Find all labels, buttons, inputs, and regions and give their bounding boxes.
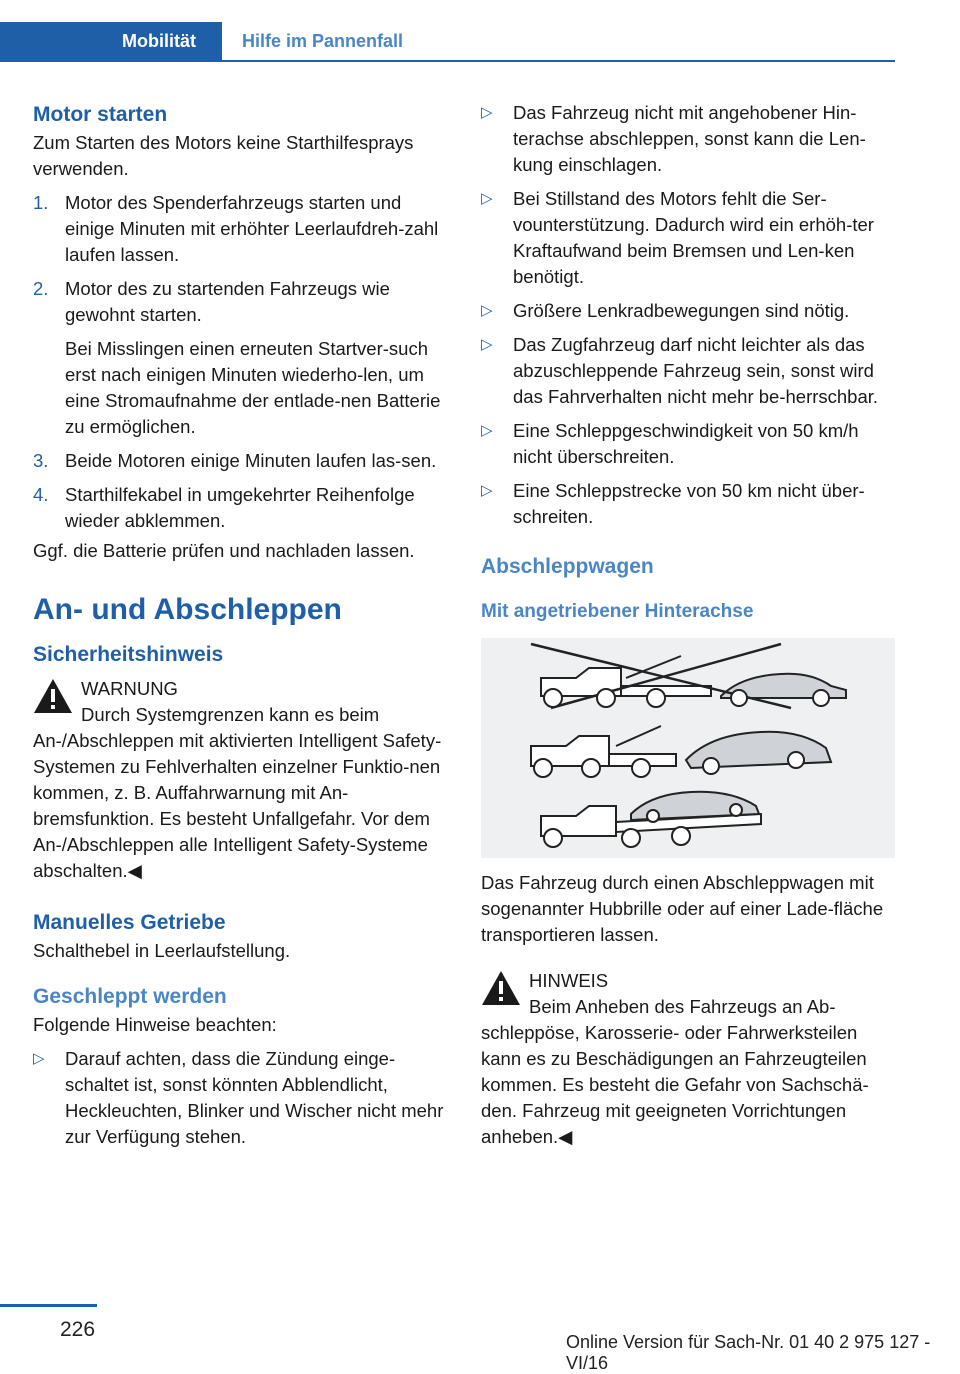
tow-truck-heading: Abschleppwagen [481, 555, 654, 578]
list-item [33, 1046, 448, 1150]
rear-axle-heading: Mit angetriebener Hinterachse [481, 601, 754, 622]
header-divider [222, 60, 895, 62]
bullet-triangle-icon: ▷ [481, 302, 493, 319]
right-column [481, 100, 896, 1150]
warning-text [33, 702, 448, 884]
bullet-text: Bei Stillstand des Motors fehlt die Ser-vounterstützung. Dadurch wird ein erhöh-ter Kraftaufwand beim Bremsen und Len-ken benötigt. [513, 188, 874, 287]
bullet-text: Darauf achten, dass die Zündung einge-schaltet ist, sonst könnten Abblendlicht, Heckleuchten, Blinker und Wischer nicht mehr zur Verfügung stehen. [65, 1048, 444, 1147]
step-text: Motor des Spenderfahrzeugs starten und einige Minuten mit erhöhter Leerlaufdreh-zahl laufen lassen. [65, 192, 439, 265]
tab-hilfe-im-pannenfall[interactable]: Hilfe im Pannenfall [242, 31, 404, 51]
step-number: 4. [33, 484, 49, 505]
online-version: Online Version für Sach-Nr. 01 40 2 975 127 - VI/16 [566, 1332, 931, 1373]
warning-text-body: Durch Systemgrenzen kann es beim An-/Abschleppen mit aktivierten Intelligent Safety-Systemen zu Fehlverhalten einzelner Funktio-nen kommen, z. B. Auffahrwarnung mit An-bremsfunktion. Es besteht Unfallgefahr. Vor dem An-/Abschleppen alle Intelligent Safety-Systeme abschalten.◀ [33, 704, 442, 881]
towing-methods-image [481, 638, 895, 858]
bullet-triangle-icon: ▷ [33, 1050, 45, 1067]
list-item [481, 332, 896, 410]
bullet-triangle-icon: ▷ [481, 422, 493, 439]
page-number: 226 [60, 1318, 96, 1341]
note-label: HINWEIS [529, 970, 609, 991]
list-item [33, 190, 448, 268]
list-item [481, 478, 896, 530]
list-item [481, 418, 896, 470]
note-text-body: Beim Anheben des Fahrzeugs an Ab-schleppöse, Karosserie- oder Fahrwerksteilen kann es zu Beschädigungen an Fahrzeugteilen kommen. Es besteht die Gefahr von Sachschä-den. Fahrzeug mit geeigneten Vorrichtungen anheben.◀ [481, 996, 869, 1147]
step-number: 1. [33, 192, 49, 213]
tab-mobilitaet[interactable] [0, 22, 222, 62]
step-2-extra: Bei Misslingen einen erneuten Startver-such erst nach einigen Minuten wiederho-len, um eine Stromaufnahme der entlade-nen Batterie zu ermöglichen. [65, 338, 441, 437]
list-item [33, 482, 448, 534]
list-item [481, 298, 896, 324]
note-box [481, 968, 896, 1150]
list-item [481, 100, 896, 178]
bullet-triangle-icon: ▷ [481, 104, 493, 121]
header-tabs [0, 22, 895, 62]
manual-gearbox-text: Schalthebel in Leerlaufstellung. [33, 940, 291, 961]
bullet-text: Das Zugfahrzeug darf nicht leichter als das abzuschleppende Fahrzeug sein, sonst wird das Fahrverhalten nicht mehr be-herrschbar. [513, 334, 879, 407]
step-text: Motor des zu startenden Fahrzeugs wie gewohnt starten. [65, 278, 390, 325]
step-number: 3. [33, 450, 49, 471]
motor-starten-heading: Motor starten [33, 103, 168, 126]
bullet-text: Eine Schleppstrecke von 50 km nicht über-schreiten. [513, 480, 865, 527]
towed-heading: Geschleppt werden [33, 985, 227, 1008]
list-item [33, 448, 448, 474]
step-text: Beide Motoren einige Minuten laufen las-sen. [65, 450, 437, 471]
left-column [33, 100, 448, 1150]
bullet-text: Größere Lenkradbewegungen sind nötig. [513, 300, 850, 321]
bullet-text: Eine Schleppgeschwindigkeit von 50 km/h nicht überschreiten. [513, 420, 859, 467]
bullet-text: Das Fahrzeug nicht mit angehobener Hin-terachse abschleppen, sonst kann die Len-kung einschlagen. [513, 102, 866, 175]
step-number: 2. [33, 278, 49, 299]
safety-heading: Sicherheitshinweis [33, 643, 224, 666]
manual-gearbox-heading: Manuelles Getriebe [33, 911, 226, 934]
battery-note: Ggf. die Batterie prüfen und nachladen lassen. [33, 540, 415, 561]
warning-icon [481, 970, 521, 1006]
footer-divider [0, 1304, 97, 1307]
motor-starten-intro: Zum Starten des Motors keine Starthilfesprays verwenden. [33, 132, 414, 179]
tab-mobilitaet-label: Mobilität [122, 31, 196, 51]
towing-illustration [481, 638, 895, 858]
warning-label: WARNUNG [81, 678, 178, 699]
list-item [33, 276, 448, 328]
note-text [481, 994, 896, 1150]
warning-box [33, 676, 448, 884]
towed-intro: Folgende Hinweise beachten: [33, 1014, 277, 1035]
bullet-triangle-icon: ▷ [481, 336, 493, 353]
bullet-triangle-icon: ▷ [481, 482, 493, 499]
step-text: Starthilfekabel in umgekehrter Reihenfolge wieder abklemmen. [65, 484, 415, 531]
transport-text: Das Fahrzeug durch einen Abschleppwagen mit sogenannter Hubbrille oder auf einer Lade-fläche transportieren lassen. [481, 872, 884, 945]
list-item [481, 186, 896, 290]
warning-icon [33, 678, 73, 714]
section-title: An- und Abschleppen [33, 593, 342, 626]
bullet-triangle-icon: ▷ [481, 190, 493, 207]
